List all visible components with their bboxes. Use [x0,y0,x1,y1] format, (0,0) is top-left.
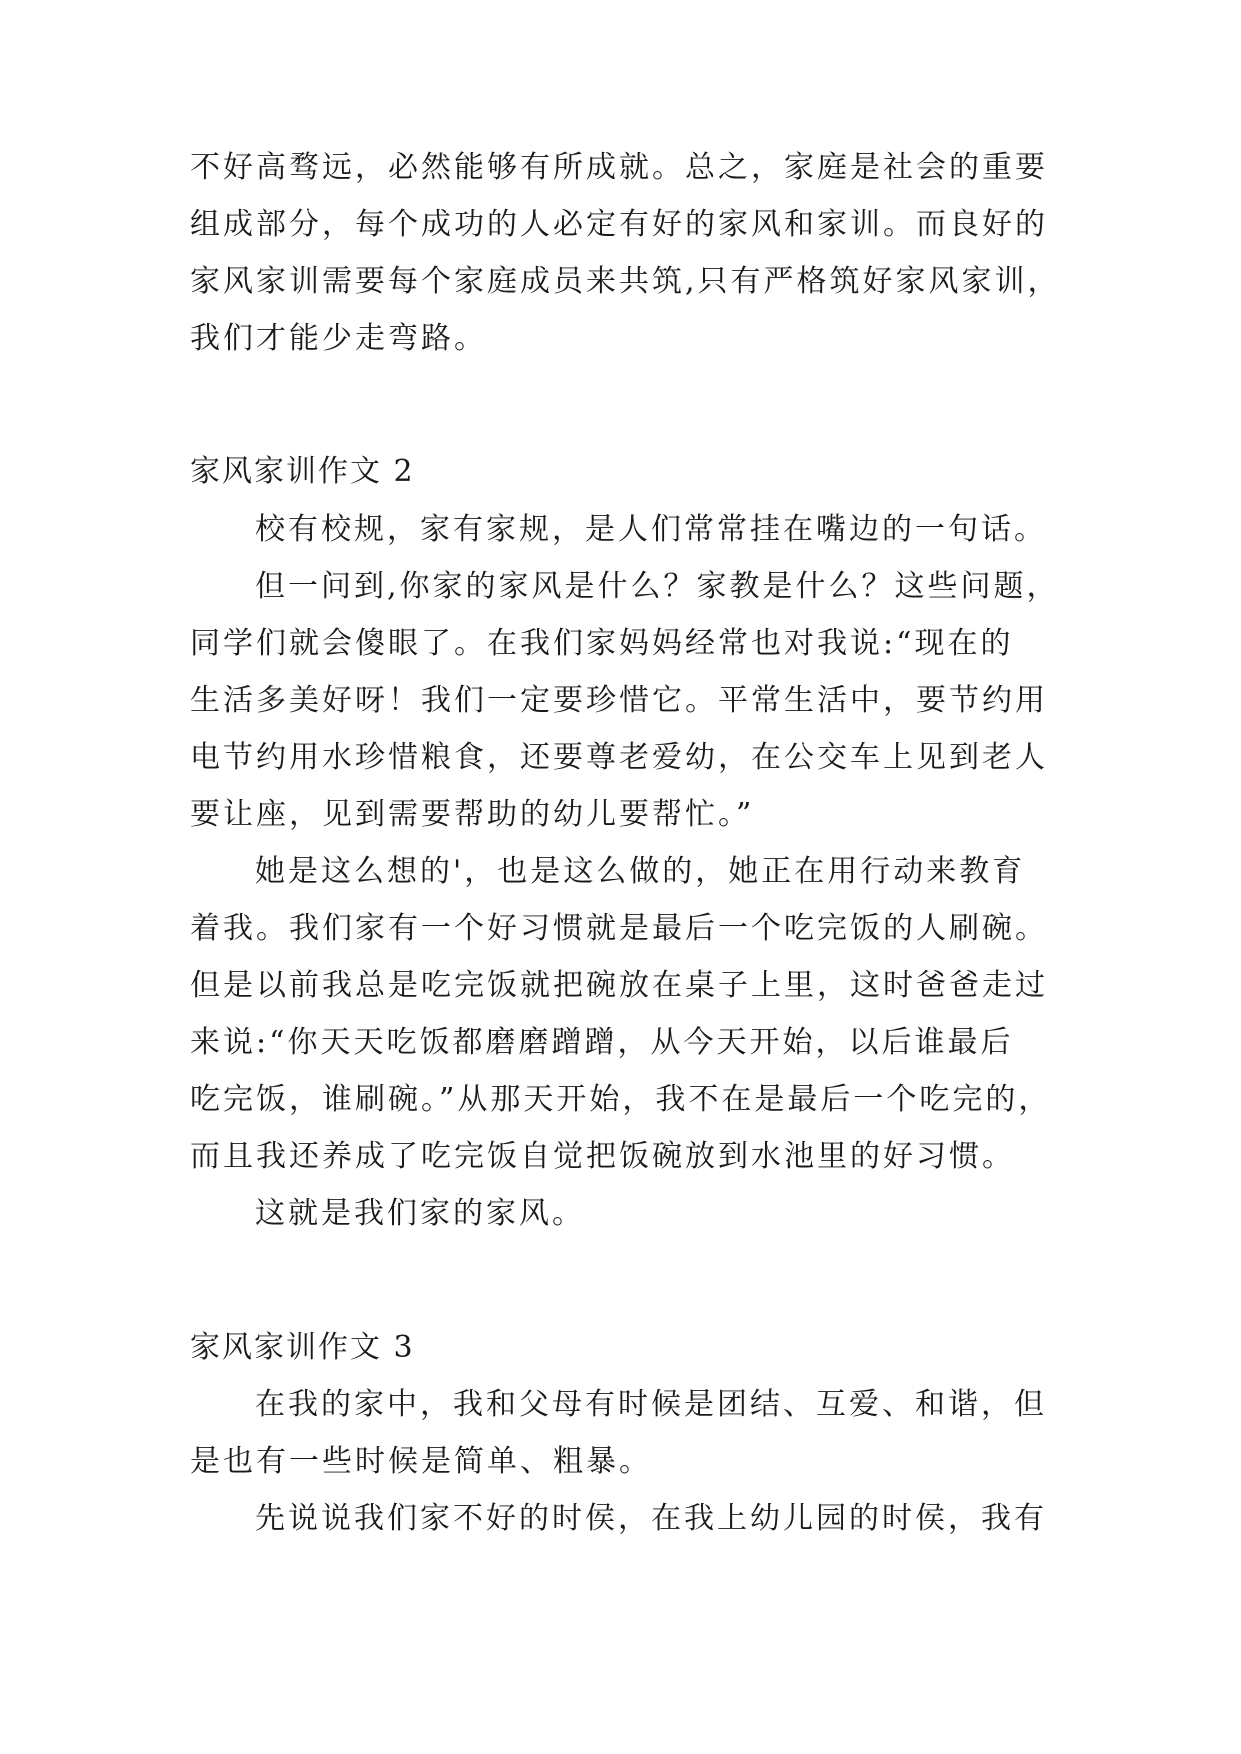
essay3-heading: 家风家训作文 3 [190,1330,415,1365]
intro-line-4: 我们才能少走弯路。 [190,321,487,356]
essay2-line: 生活多美好呀！我们一定要珍惜它。平常生活中，要节约用 [190,683,1048,718]
essay2-line: 校有校规，家有家规，是人们常常挂在嘴边的一句话。 [255,512,1047,547]
essay2-heading: 家风家训作文 2 [190,454,415,489]
essay2-line: 要让座，见到需要帮助的幼儿要帮忙。” [190,797,755,832]
essay2-line: 而且我还养成了吃完饭自觉把饭碗放到水池里的好习惯。 [190,1139,1015,1174]
essay3-line: 先说说我们家不好的时侯，在我上幼儿园的时侯，我有 [255,1501,1047,1536]
essay2-line: 但是以前我总是吃完饭就把碗放在桌子上里，这时爸爸走过 [190,968,1048,1003]
essay2-line: 来说:“你天天吃饭都磨磨蹭蹭，从今天开始，以后谁最后 [190,1025,1014,1060]
essay2-line: 吃完饭，谁刷碗。”从那天开始，我不在是最后一个吃完的， [190,1082,1052,1117]
essay2-line: 但一问到,你家的家风是什么？家教是什么？这些问题， [255,569,1060,604]
essay2-line: 这就是我们家的家风。 [255,1196,585,1231]
essay2-line: 着我。我们家有一个好习惯就是最后一个吃完饭的人刷碗。 [190,911,1048,946]
essay3-line: 是也有一些时候是简单、粗暴。 [190,1444,652,1479]
essay2-line: 同学们就会傻眼了。在我们家妈妈经常也对我说:“现在的 [190,626,1014,661]
intro-line-2: 组成部分，每个成功的人必定有好的家风和家训。而良好的 [190,207,1048,242]
intro-line-3: 家风家训需要每个家庭成员来共筑,只有严格筑好家风家训， [190,264,1061,299]
essay2-line: 她是这么想的'，也是这么做的，她正在用行动来教育 [255,854,1026,889]
essay3-line: 在我的家中，我和父母有时候是团结、互爱、和谐，但 [255,1387,1047,1422]
intro-line-1: 不好高骛远，必然能够有所成就。总之，家庭是社会的重要 [190,150,1048,185]
essay2-line: 电节约用水珍惜粮食，还要尊老爱幼，在公交车上见到老人 [190,740,1048,775]
